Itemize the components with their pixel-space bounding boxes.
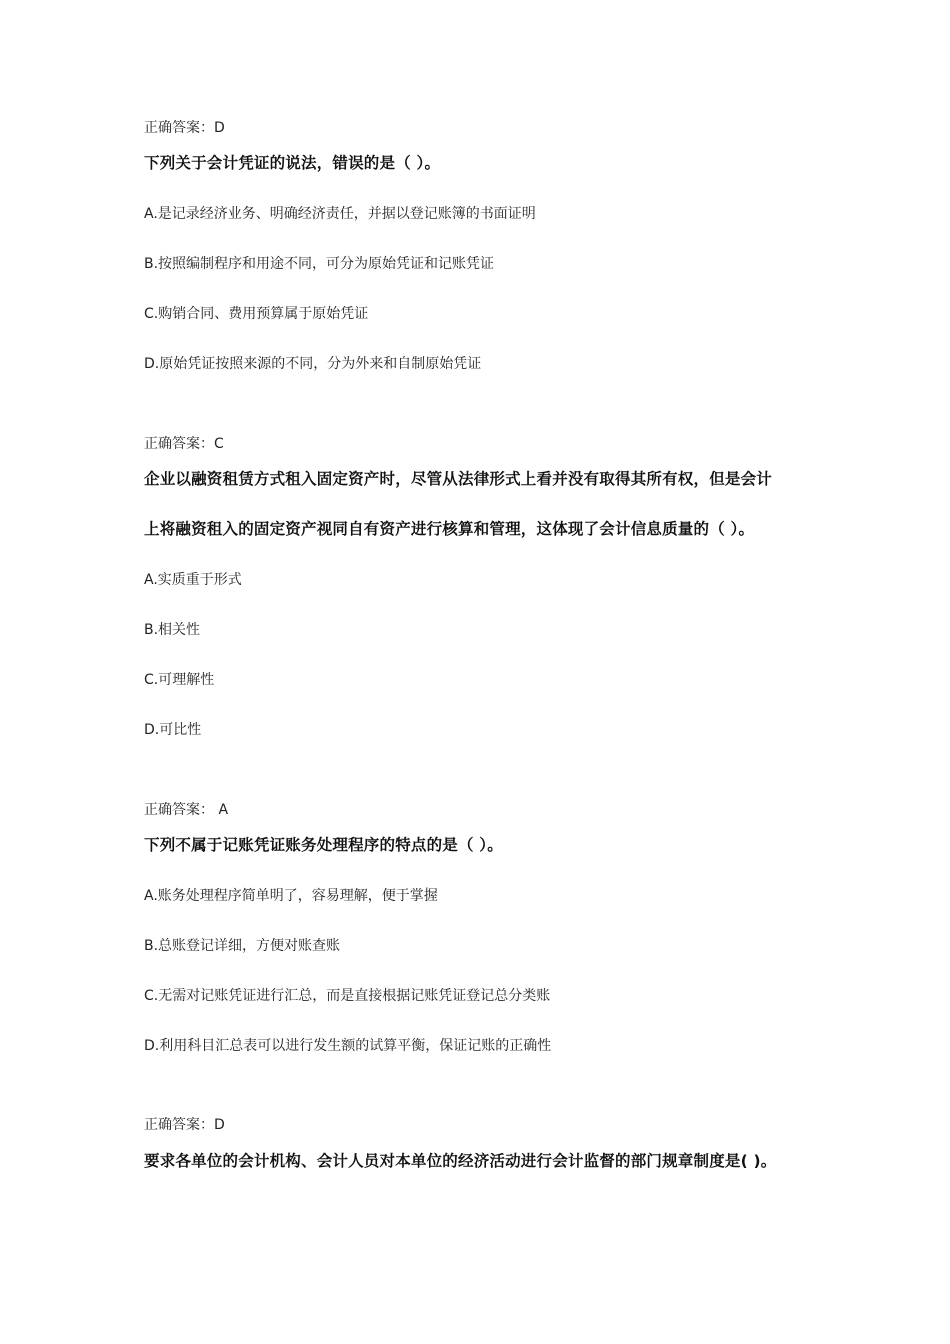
option-d: D.可比性 (144, 722, 202, 738)
question-text: 要求各单位的会计机构、会计人员对本单位的经济活动进行会计监督的部门规章制度是( )。 (144, 1152, 777, 1170)
option-b: B.按照编制程序和用途不同，可分为原始凭证和记账凭证 (144, 256, 495, 272)
option-a: A.实质重于形式 (144, 572, 242, 588)
option-d: D.原始凭证按照来源的不同，分为外来和自制原始凭证 (144, 356, 482, 372)
option-a: A.账务处理程序简单明了，容易理解，便于掌握 (144, 888, 438, 904)
option-c: C.可理解性 (144, 672, 215, 688)
question-text: 上将融资租入的固定资产视同自有资产进行核算和管理，这体现了会计信息质量的（ ）。 (144, 520, 755, 538)
question-text: 下列不属于记账凭证账务处理程序的特点的是（ ）。 (144, 836, 503, 854)
answer-line: 正确答案： A (144, 802, 229, 818)
option-c: C.购销合同、费用预算属于原始凭证 (144, 306, 369, 322)
option-d: D.利用科目汇总表可以进行发生额的试算平衡，保证记账的正确性 (144, 1038, 552, 1054)
answer-line: 正确答案：D (144, 120, 225, 136)
option-b: B.总账登记详细，方便对账查账 (144, 938, 341, 954)
question-text: 企业以融资租赁方式租入固定资产时，尽管从法律形式上看并没有取得其所有权，但是会计 (144, 470, 773, 488)
option-a: A.是记录经济业务、明确经济责任，并据以登记账簿的书面证明 (144, 206, 536, 222)
option-b: B.相关性 (144, 622, 201, 638)
answer-line: 正确答案：C (144, 436, 224, 452)
option-c: C.无需对记账凭证进行汇总，而是直接根据记账凭证登记总分类账 (144, 988, 551, 1004)
answer-line: 正确答案：D (144, 1117, 225, 1133)
question-text: 下列关于会计凭证的说法，错误的是（ ）。 (144, 154, 441, 172)
